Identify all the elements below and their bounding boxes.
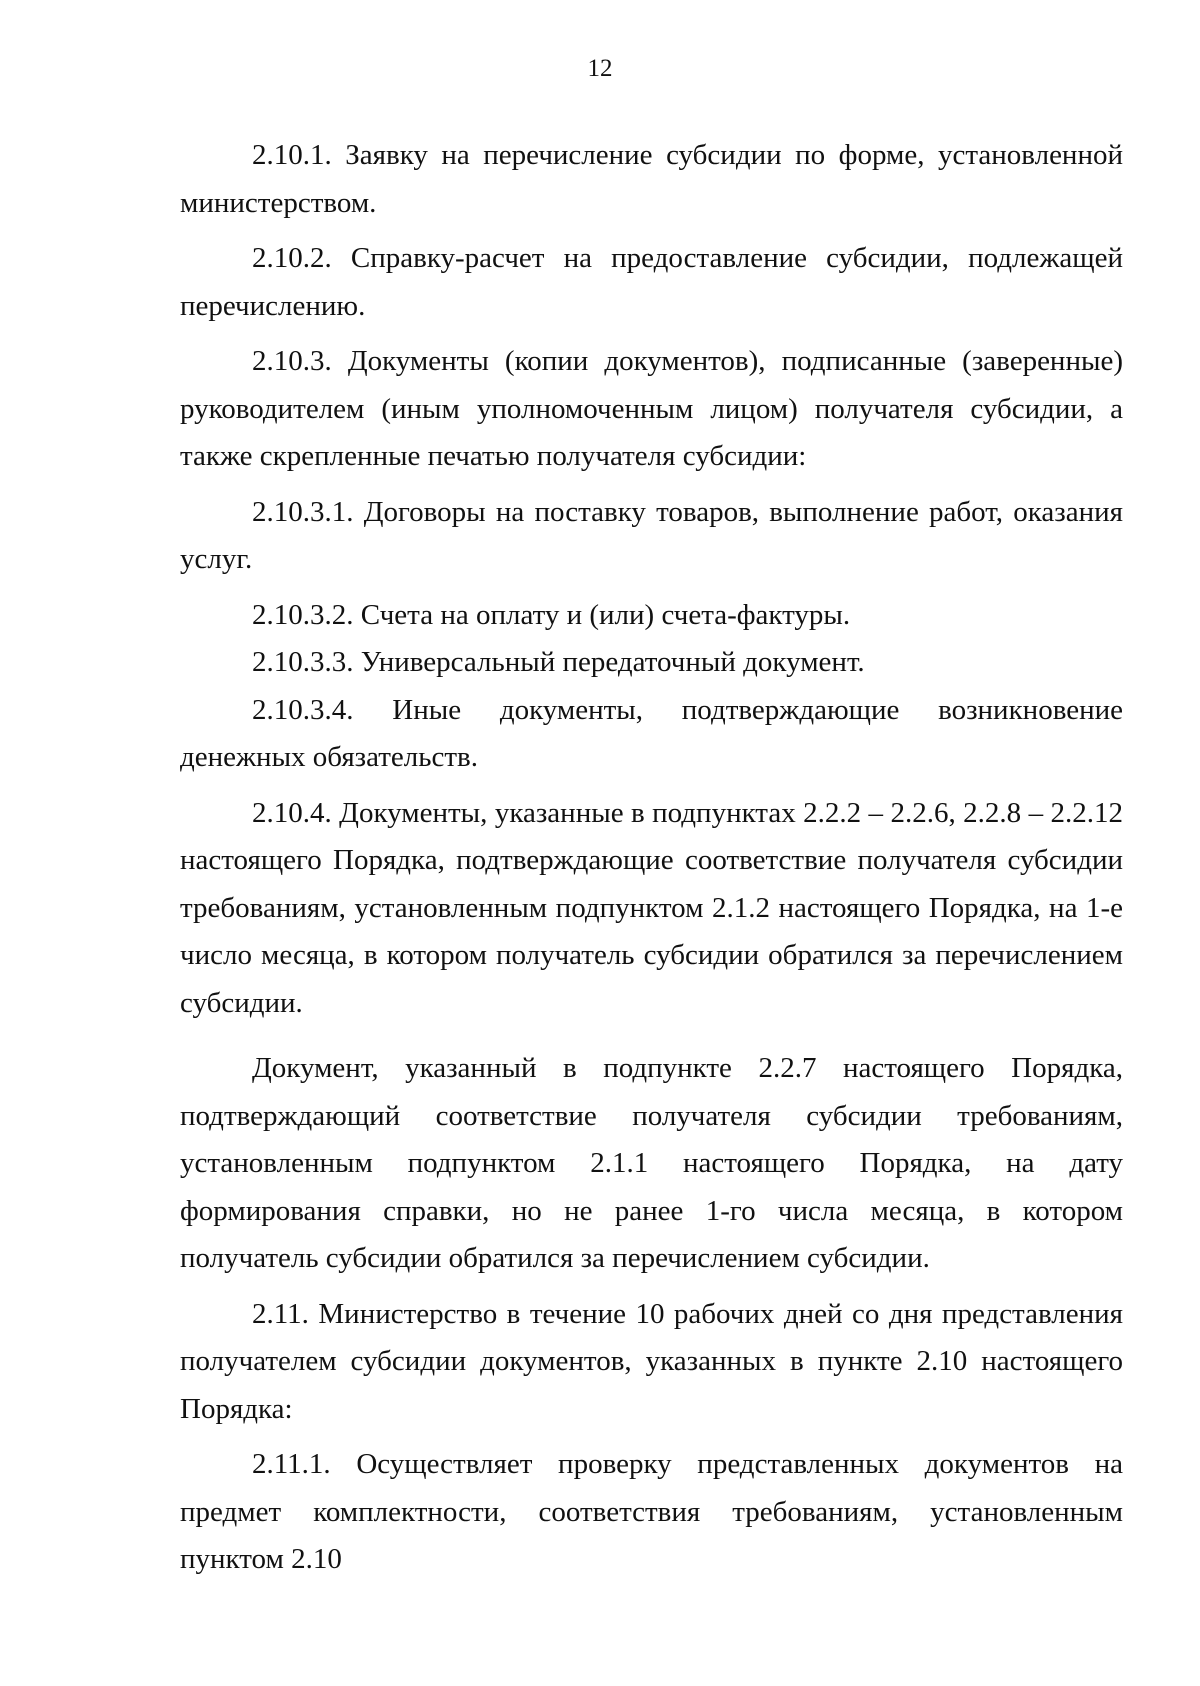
page-number: 12 (587, 55, 613, 82)
paragraph-2-10-3: 2.10.3. Документы (копии документов), подписанные (заверенные) руководителем (иным уполномоченным лицом) получателя субсидии, а также скрепленные печатью получателя субсидии: (180, 345, 1123, 472)
paragraph-2-10-2: 2.10.2. Справку-расчет на предоставление субсидии, подлежащей перечислению. (180, 242, 1123, 322)
paragraph-2-11: 2.11. Министерство в течение 10 рабочих дней со дня представления получателем субсидии документов, указанных в пункте 2.10 настоящего Порядка: (180, 1297, 1123, 1425)
paragraph-2-10-3-3: 2.10.3.3. Универсальный передаточный документ. (252, 646, 865, 678)
paragraph-2-10-3-2: 2.10.3.2. Счета на оплату и (или) счета-фактуры. (252, 598, 851, 631)
paragraph-2-10-3-4: 2.10.3.4. Иные документы, подтверждающие возникновение денежных обязательств. (180, 693, 1123, 773)
paragraph-2-10-3-1: 2.10.3.1. Договоры на поставку товаров, выполнение работ, оказания услуг. (180, 495, 1123, 575)
paragraph-2-10-4: 2.10.4. Документы, указанные в подпунктах 2.2.2 – 2.2.6, 2.2.8 – 2.2.12 настоящего Порядка, подтверждающие соответствие получателя субсидии требованиям, установленным подпунктом 2.1.2 настоящего Порядка, на 1-е число месяца, в котором получатель субсидии обратился за перечислением субсидии. (180, 796, 1123, 1019)
paragraph-document-2-2-7: Документ, указанный в подпункте 2.2.7 настоящего Порядка, подтверждающий соответствие получателя субсидии требованиям, установленным подпунктом 2.1.1 настоящего Порядка, на дату формирования справки, но не ранее 1-го числа месяца, в котором получатель субсидии обратился за перечислением субсидии. (180, 1052, 1123, 1274)
document-body (180, 132, 1123, 1584)
paragraph-2-10-1: 2.10.1. Заявку на перечисление субсидии по форме, установленной министерством. (180, 139, 1123, 219)
paragraph-2-11-1: 2.11.1. Осуществляет проверку представленных документов на предмет комплектности, соответствия требованиям, установленным пунктом 2.10 (180, 1448, 1123, 1575)
